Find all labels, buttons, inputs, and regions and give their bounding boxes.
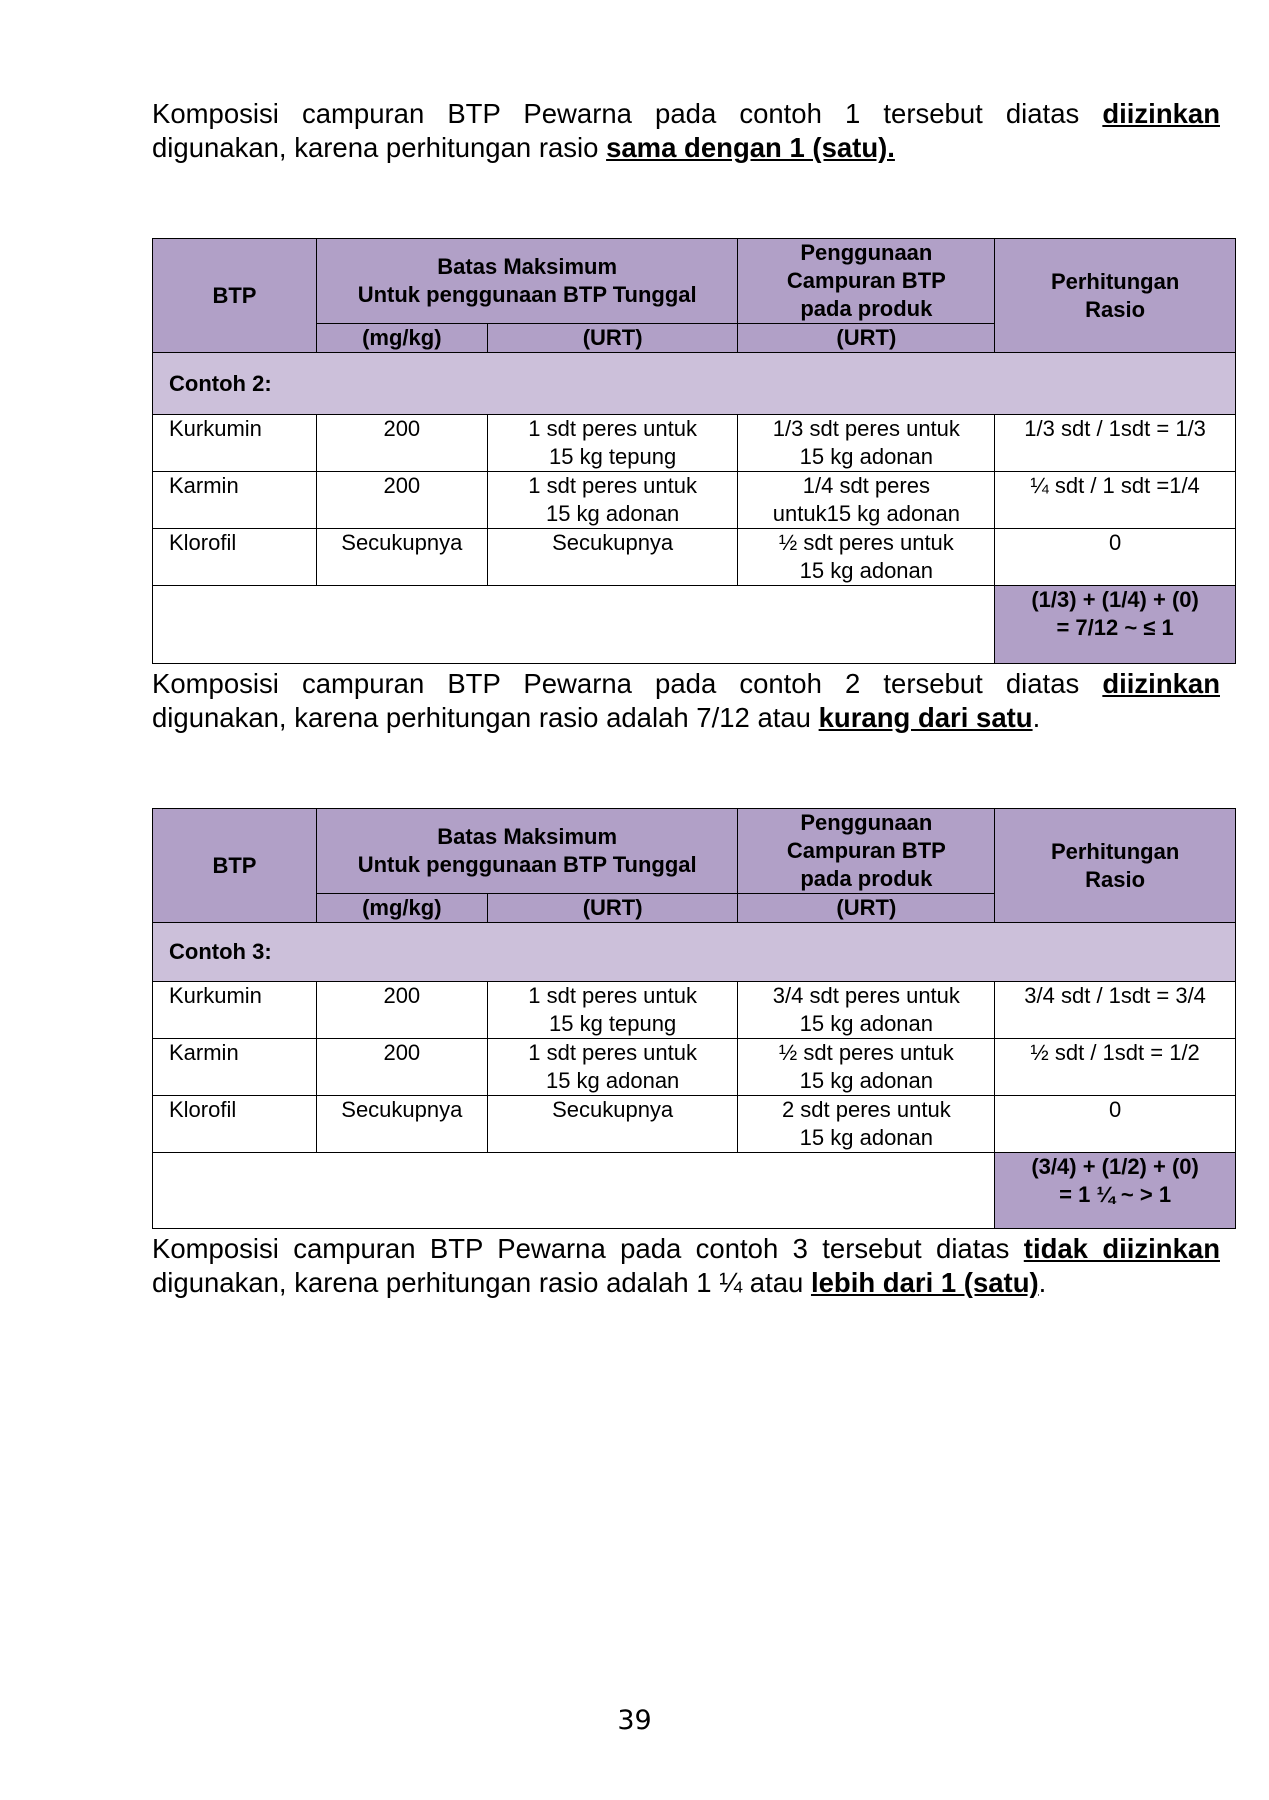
cell-btp-name: Klorofil [153,529,317,586]
header-batas-maksimum: Batas Maksimum Untuk penggunaan BTP Tunggal [316,239,738,324]
paragraph-text: Komposisi campuran BTP Pewarna pada contoh 3 tersebut diatas [152,1233,1024,1264]
paragraph-text: Komposisi campuran BTP Pewarna pada contoh 2 tersebut diatas [152,668,1103,699]
paragraph-text: . [1038,1267,1047,1298]
paragraph-contoh-1 [152,97,1220,165]
header-unit-mgkg: (mg/kg) [316,894,487,923]
paragraph-text: digunakan, karena perhitungan rasio adalah 1 ¼ atau [152,1267,811,1298]
empty-cell [153,586,995,664]
cell-btp-name: Klorofil [153,1096,317,1153]
emphasis-text: kurang dari satu [818,702,1033,733]
paragraph-text: . [1032,702,1041,733]
section-label: Contoh 3: [153,923,1236,982]
table-row [153,982,1236,1039]
header-unit-urt-usage: (URT) [738,894,995,923]
header-perhitungan-rasio: Perhitungan Rasio [995,239,1236,353]
header-batas-maksimum: Batas Maksimum Untuk penggunaan BTP Tunggal [316,809,738,894]
cell-usage: 2 sdt peres untuk 15 kg adonan [738,1096,995,1153]
cell-urt: Secukupnya [487,529,738,586]
emphasis-text: lebih dari 1 (satu) [810,1267,1039,1298]
header-unit-urt: (URT) [487,894,738,923]
section-label: Contoh 2: [153,353,1236,415]
cell-btp-name: Kurkumin [153,415,317,472]
cell-ratio: 1/3 sdt / 1sdt = 1/3 [995,415,1236,472]
cell-urt: 1 sdt peres untuk 15 kg adonan [487,472,738,529]
cell-mgkg: 200 [316,415,487,472]
page-number: 39 [617,1705,652,1736]
table-row [153,529,1236,586]
table-contoh-2 [152,238,1236,664]
cell-btp-name: Karmin [153,1039,317,1096]
cell-usage: 1/4 sdt peres untuk15 kg adonan [738,472,995,529]
paragraph-text: digunakan, karena perhitungan rasio [152,132,607,163]
cell-usage: ½ sdt peres untuk 15 kg adonan [738,1039,995,1096]
paragraph-text: digunakan, karena perhitungan rasio adalah 7/12 atau [152,702,819,733]
cell-mgkg: Secukupnya [316,1096,487,1153]
cell-mgkg: 200 [316,1039,487,1096]
cell-usage: 1/3 sdt peres untuk 15 kg adonan [738,415,995,472]
header-unit-urt-usage: (URT) [738,324,995,353]
cell-mgkg: 200 [316,982,487,1039]
paragraph-contoh-3 [152,1232,1220,1300]
cell-urt: 1 sdt peres untuk 15 kg tepung [487,415,738,472]
cell-btp-name: Kurkumin [153,982,317,1039]
cell-btp-name: Karmin [153,472,317,529]
header-penggunaan: Penggunaan Campuran BTP pada produk [738,809,995,894]
emphasis-text: sama dengan 1 (satu). [606,132,895,163]
cell-ratio: 3/4 sdt / 1sdt = 3/4 [995,982,1236,1039]
header-unit-urt: (URT) [487,324,738,353]
cell-ratio: ¼ sdt / 1 sdt =1/4 [995,472,1236,529]
cell-ratio: 0 [995,1096,1236,1153]
cell-urt: 1 sdt peres untuk 15 kg adonan [487,1039,738,1096]
total-ratio: (1/3) + (1/4) + (0) = 7/12 ~ ≤ 1 [995,586,1236,664]
cell-usage: 3/4 sdt peres untuk 15 kg adonan [738,982,995,1039]
header-btp: BTP [153,239,317,353]
emphasis-text: diizinkan [1102,668,1220,699]
paragraph-contoh-2 [152,667,1220,735]
table-contoh-3 [152,808,1236,1229]
cell-mgkg: 200 [316,472,487,529]
paragraph-text: Komposisi campuran BTP Pewarna pada contoh 1 tersebut diatas [152,98,1103,129]
header-unit-mgkg: (mg/kg) [316,324,487,353]
cell-mgkg: Secukupnya [316,529,487,586]
empty-cell [153,1153,995,1229]
cell-ratio: ½ sdt / 1sdt = 1/2 [995,1039,1236,1096]
header-perhitungan-rasio: Perhitungan Rasio [995,809,1236,923]
table-row [153,415,1236,472]
cell-urt: Secukupnya [487,1096,738,1153]
emphasis-text: diizinkan [1102,98,1220,129]
cell-usage: ½ sdt peres untuk 15 kg adonan [738,529,995,586]
cell-ratio: 0 [995,529,1236,586]
header-btp: BTP [153,809,317,923]
table-row [153,1039,1236,1096]
cell-urt: 1 sdt peres untuk 15 kg tepung [487,982,738,1039]
table-row [153,1096,1236,1153]
total-ratio: (3/4) + (1/2) + (0) = 1 ¼ ~ > 1 [995,1153,1236,1229]
header-penggunaan: Penggunaan Campuran BTP pada produk [738,239,995,324]
emphasis-text: tidak diizinkan [1023,1233,1220,1264]
table-row [153,472,1236,529]
